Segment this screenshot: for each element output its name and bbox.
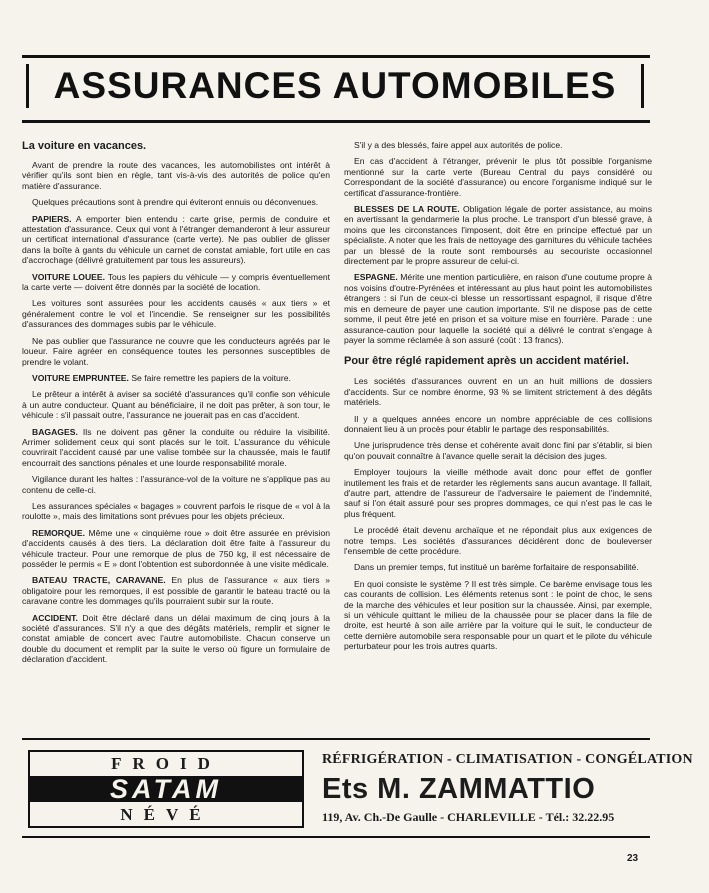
paragraph-text: Les sociétés d'assurances ouvrent en un an huit millions de dossiers d'accidents. Sur ce nombre énorme, 93 % se limitent strictement à des dégâts matériels. [344, 376, 652, 408]
paragraph-text: S'il y a des blessés, faire appel aux autorités de police. [354, 140, 563, 150]
paragraph-text: Il y a quelques années encore un nombre appréciable de ces collisions donnaient lieu à un procès pour établir le partage des responsabilités. [344, 413, 652, 434]
title-box [26, 64, 644, 108]
paragraph-lead: PAPIERS. [32, 213, 72, 224]
page-number: 23 [627, 853, 639, 864]
paragraph [344, 140, 652, 150]
section-heading: La voiture en vacances. [22, 140, 147, 152]
paragraph-lead: REMORQUE. [32, 527, 85, 538]
paragraph [344, 204, 652, 266]
paragraph-lead: VOITURE EMPRUNTEE. [32, 372, 129, 383]
title-frame [22, 55, 650, 123]
paragraph-text: Quelques précautions sont à prendre qui éviteront ennuis ou déconvenues. [32, 197, 319, 208]
paragraph [344, 440, 652, 461]
paragraph [22, 389, 330, 420]
left-paragraphs [22, 160, 330, 665]
paragraph [22, 373, 330, 383]
logo-main-text: SATAM [110, 773, 222, 804]
paragraph [22, 427, 330, 469]
paragraph [344, 562, 652, 572]
paragraph-text: Avant de prendre la route des vacances, les automobilistes ont intérêt à vérifier qu'ils sont bien en règle, tant vis-à-vis des autorités de police qu'en matière d'assurance. [22, 160, 330, 191]
right-paragraphs-b [344, 376, 652, 651]
ad-address: 119, Av. Ch.-De Gaulle - CHARLEVILLE - Tél.: 32.22.95 [322, 810, 615, 824]
paragraph-text: Même une « cinquième roue » doit être assurée en prévision d'accidents causés à des tiers. La déclaration doit être faite à l'assureur du véhicule tracteur. Pour une remorque de plus de 750 kg, il est nécessaire de posséder le permis « E » dont l'obtention est subordonnée à une visite médicale. [22, 527, 331, 569]
paragraph-lead: VOITURE LOUEE. [32, 271, 106, 282]
paragraph [22, 613, 330, 665]
paragraph-text: Une jurisprudence très dense et cohérente avait donc fini par s'établir, si bien qu'on pouvait connaître à l'avance quelle serait la décision des juges. [344, 440, 652, 461]
paragraph-text: En plus de l'assurance « aux tiers » obligatoire pour les remorques, il est possible de garantir le bateau tracté ou la caravane contre les dommages qu'ils pourraient subir sur la route. [22, 575, 330, 607]
paragraph-text: Mérite une mention particulière, en raison d'une coutume propre à nos voisins d'outre-Pyrénées et intéressant au plus haut point les automobilistes étrangers : si l'un de ceux-ci blesse un ressortissant espagnol, il risque d'être mis en demeure de payer une caution importante. S'il ne dispose pas de cette somme, il peut être jeté en prison et sa voiture mise en fourrière. Parade : une assurance-caution pour laquelle la société qui a délivré le contrat s'engage à payer la somme réclamée à son assuré (coût : 13 francs). [344, 272, 652, 345]
paragraph [22, 575, 330, 606]
page-title: ASSURANCES AUTOMOBILES [53, 65, 617, 106]
left-column [22, 140, 330, 671]
advertisement [22, 738, 693, 838]
paragraph-text: Les assurances spéciales « bagages » couvrent parfois le risque de « vol à la roulotte », mais des limitations sont prévues pour les objets précieux. [22, 500, 330, 522]
right-paragraphs-a [344, 140, 652, 345]
paragraph [344, 156, 652, 198]
paragraph [22, 501, 330, 522]
paragraph-text: En quoi consiste le système ? Il est très simple. Ce barème envisage tous les cas courants de collision. Les éléments retenus sont : le point de choc, le sens de la marche des véhicules et leur position sur la chaussée. Ainsi, par exemple, si un véhicule quittant le milieu de la chaussée pour se placer dans la file de droite, est heurté à son aile arrière par la voiture qui le suit, le conducteur de cette dernière automobile sera responsable pour un quart et le pilote du véhicule perturbateur pour les trois autres quarts. [344, 578, 652, 652]
paragraph-lead: ACCIDENT. [32, 612, 78, 623]
right-column [344, 140, 652, 658]
logo-top-text: FROID [111, 754, 221, 773]
paragraph-text: A emporter bien entendu : carte grise, permis de conduire et attestation d'assurance. Ceux qui vont à l'étranger demanderont à leur assureur un certificat international d'assurance (carte verte). Ne pas oublier de glisser dans la boîte à gants du véhicule un carnet de constat amiable, fort utile en cas d'accrochage (délivré gratuitement par tous les assureurs). [22, 213, 330, 266]
paragraph-text: Se faire remettre les papiers de la voiture. [131, 372, 291, 383]
paragraph-text: Dans un premier temps, fut institué un barème forfaitaire de responsabilité. [354, 562, 639, 573]
paragraph [22, 214, 330, 266]
paragraph-text: Les voitures sont assurées pour les accidents causés « aux tiers » et généralement contre le vol et l'incendie. Se renseigner sur les possibilités d'assurances des dommages subis par le véhicule. [22, 298, 330, 330]
paragraph [344, 376, 652, 407]
paragraph-lead: BAGAGES. [32, 426, 78, 437]
paragraph-lead: BLESSES DE LA ROUTE. [354, 204, 460, 215]
paragraph-text: En cas d'accident à l'étranger, prévenir le plus tôt possible l'organisme mentionné sur la carte verte (Bureau Central du pays considéré ou Correspondant de la société d'assurance) ou encore l'organisme indiqué sur le certificat d'assurance-frontière. [344, 156, 652, 198]
paragraph [344, 272, 652, 345]
paragraph-text: Ne pas oublier que l'assurance ne couvre que les conducteurs agréés par le loueur. Faire agréer en conséquence toutes les personnes susceptibles de prendre le volant. [22, 335, 330, 367]
section-heading: Pour être réglé rapidement après un accident matériel. [344, 355, 629, 368]
brand-logo [28, 750, 304, 828]
paragraph [344, 579, 652, 652]
paragraph-text: Obligation légale de porter assistance, au moins en avertissant la gendarmerie la plus proche. Le transport d'un blessé grave, à moins que les circonstances l'imposent, doit être en principe effectué par un spécialiste. A noter que les frais de nettoyage des garnitures du véhicule tachées par un blessé de la route sont remboursés au secouriste occasionnel directement par le propre assureur de celui-ci. [344, 204, 652, 267]
paragraph-lead: ESPAGNE. [354, 272, 398, 283]
paragraph-lead: BATEAU TRACTE, CARAVANE. [32, 575, 166, 586]
ad-services: RÉFRIGÉRATION - CLIMATISATION - CONGÉLATION [322, 752, 693, 767]
paragraph-text: Le procédé était devenu archaïque et ne répondait plus aux exigences de notre temps. Les sociétés d'assurances décidèrent donc de bouleverser l'ensemble de cette procédure. [344, 525, 652, 556]
paragraph [22, 272, 330, 293]
logo-band [30, 773, 302, 804]
paragraph [344, 414, 652, 435]
paragraph-text: Tous les papiers du véhicule — y compris éventuellement la carte verte — doivent être donnés par la société de location. [22, 271, 331, 293]
paragraph-text: Employer toujours la vieille méthode avait donc pour effet de gonfler inutilement les frais et de retarder les règlements sans aucun avantage. Il fallait, d'autre part, attendre de l'assureur de l'adversaire le paiement de l'indemnité, sauf si l'on était assuré pour ses propres dommages, ce qui n'est pas le cas le plus fréquent. [344, 467, 652, 519]
logo-bottom-text: NÉVÉ [120, 805, 212, 824]
paragraph-text: Le prêteur a intérêt à aviser sa société d'assurances qu'il confie son véhicule à un autre conducteur. Quant au bénéficiaire, il ne doit pas prêter, à son tour, le véhicule : s'il passait outre, l'assurance ne jouerait pas en cas d'accident. [22, 389, 330, 421]
ad-company: Ets M. ZAMMATTIO [322, 773, 596, 805]
paragraph-text: Doit être déclaré dans un délai maximum de cinq jours à la société d'assurances. S'il n'y a que des dégâts matériels, remplir et signer le constat amiable de concert avec l'autre automobiliste. Chacun conserve un double du document et remplit par la suite le verso où figure un formulaire de déclaration d'accident. [22, 612, 330, 665]
paragraph [22, 474, 330, 495]
paragraph-text: Ils ne doivent pas gêner la conduite ou réduire la visibilité. Arrimer solidement ceux qui sont placés sur le toit. L'assurance du véhicule couvrirait l'accident causé par une valise tombée sur la chaussée, mais le fautif encourrait des sanctions pénales et une lourde responsabilité morale. [22, 426, 330, 468]
paragraph [22, 197, 330, 207]
paragraph [22, 298, 330, 329]
paragraph [22, 528, 330, 570]
paragraph-text: Vigilance durant les haltes : l'assurance-vol de la voiture ne s'applique pas au contenu de celle-ci. [22, 474, 330, 495]
paragraph [22, 336, 330, 367]
paragraph [344, 525, 652, 556]
paragraph [344, 467, 652, 519]
paragraph [22, 160, 330, 191]
